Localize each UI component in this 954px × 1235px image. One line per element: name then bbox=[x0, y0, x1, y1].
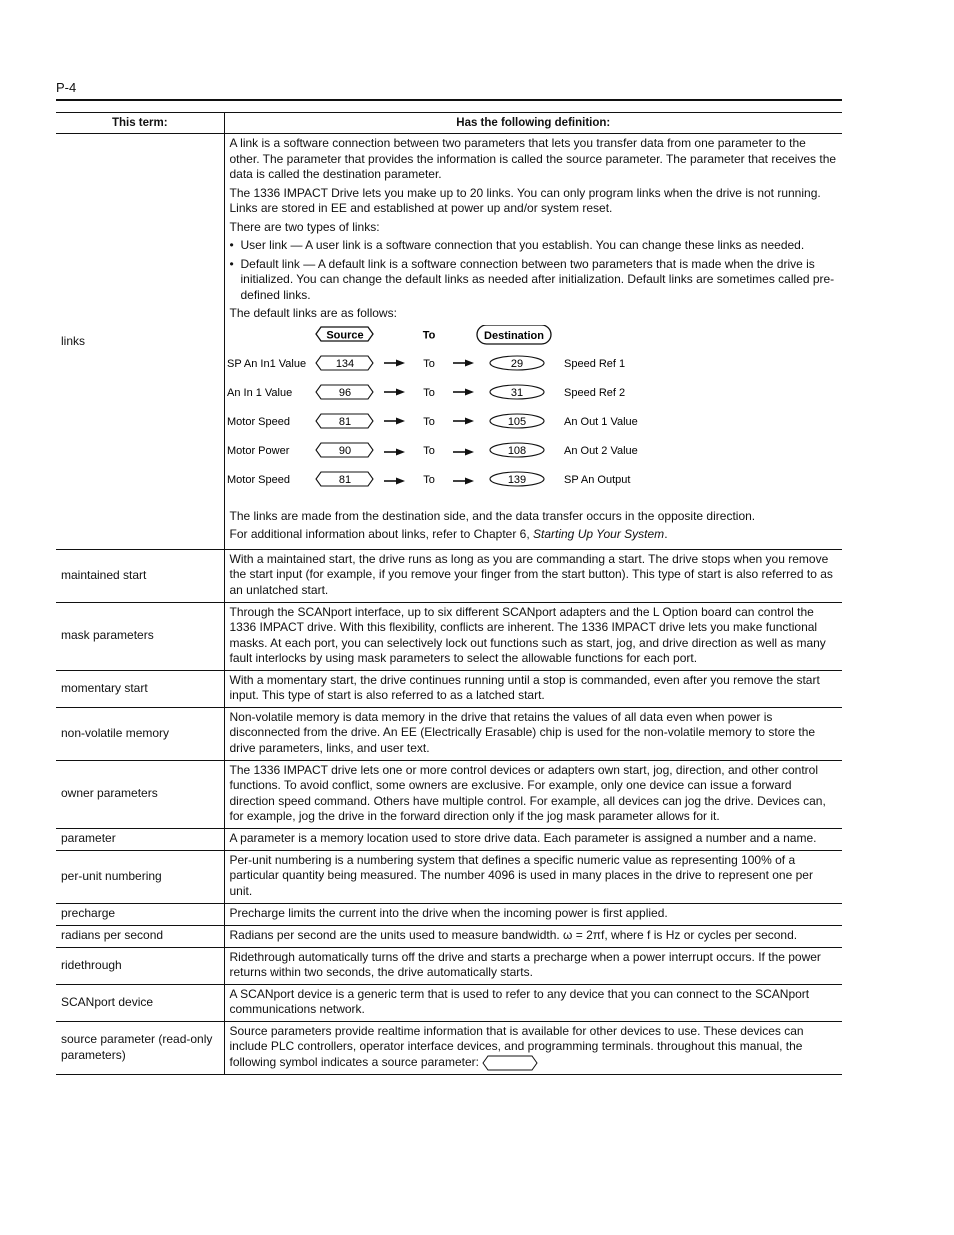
destination-parameter-number: 29 bbox=[510, 357, 523, 370]
link-arrowhead bbox=[465, 359, 474, 366]
definition-cell: A SCANport device is a generic term that is used to refer to any device that you can connect to the SCANport communications network. bbox=[224, 984, 842, 1021]
links-paragraph-1: A link is a software connection between two parameters that lets you transfer data from one parameter to the other. The parameter that provides the information is called the source parameter. The parameter that receives the data is called the destination parameter. bbox=[229, 136, 837, 181]
source-parameter-name: Motor Power bbox=[226, 444, 289, 457]
source-parameter-name: Motor Speed bbox=[226, 415, 290, 428]
source-parameter-definition: Source parameters provide realtime information that is available for other devices to use. These devices can include PLC controllers, operator interface devices, and programming terminals. throughout this manual, the following symbol indicates a source parameter: bbox=[229, 1023, 804, 1069]
definition-cell: With a momentary start, the drive continues running until a stop is commanded, even after you remove the start input. This type of start is also referred to as a latched start. bbox=[224, 670, 842, 707]
destination-parameter-number: 105 bbox=[507, 415, 526, 428]
term-source-parameter: source parameter (read-only parameters) bbox=[56, 1021, 224, 1074]
term-cell: owner parameters bbox=[56, 760, 224, 828]
link-arrowhead bbox=[396, 477, 405, 484]
definition-cell: Radians per second are the units used to measure bandwidth. ω = 2πf, where f is Hz or cycles per second. bbox=[224, 925, 842, 947]
term-cell: radians per second bbox=[56, 925, 224, 947]
link-to-label: To bbox=[422, 473, 435, 486]
header-rule bbox=[56, 99, 842, 101]
list-item-default-link: • Default link — A default link is a software connection between two parameters that is made when the drive is initialized. You can change the default links as needed after initialization. Default links are sometimes called pre-defined links. bbox=[230, 257, 839, 304]
table-header-row bbox=[56, 113, 842, 134]
link-to-label: To bbox=[422, 357, 435, 370]
destination-parameter-name: SP An Output bbox=[563, 473, 630, 486]
term-cell: ridethrough bbox=[56, 947, 224, 984]
table-row bbox=[56, 707, 842, 760]
table-row bbox=[56, 850, 842, 903]
term-cell: maintained start bbox=[56, 549, 224, 602]
table-row bbox=[56, 760, 842, 828]
links-paragraph-2: The 1336 IMPACT Drive lets you make up to 20 links. You can only program links when the drive is not running. Links are stored in EE and established at power up and/or system reset. bbox=[229, 185, 821, 215]
source-parameter-number: 134 bbox=[335, 357, 354, 370]
term-cell: momentary start bbox=[56, 670, 224, 707]
to-header-label: To bbox=[422, 329, 435, 341]
source-header-label: Source bbox=[325, 329, 364, 341]
table-row bbox=[56, 670, 842, 707]
link-arrowhead bbox=[396, 417, 405, 424]
link-arrowhead bbox=[465, 417, 474, 424]
links-paragraph-3: There are two types of links: bbox=[229, 219, 380, 234]
destination-parameter-number: 139 bbox=[507, 473, 526, 486]
glossary-table bbox=[56, 112, 842, 1075]
term-cell: precharge bbox=[56, 903, 224, 925]
link-to-label: To bbox=[422, 386, 435, 399]
destination-parameter-name: Speed Ref 2 bbox=[563, 386, 625, 399]
definition-cell: Non-volatile memory is data memory in the drive that retains the values of all data even when power is disconnected from the drive. An EE (Electrically Erasable) chip is used for the non-volatile memory to store the drive parameters, links, and user text. bbox=[224, 707, 842, 760]
default-links-diagram-svg bbox=[226, 325, 836, 505]
source-parameter-symbol-icon bbox=[482, 1055, 538, 1071]
destination-parameter-number: 108 bbox=[507, 444, 526, 457]
term-cell: SCANport device bbox=[56, 984, 224, 1021]
destination-header-label: Destination bbox=[483, 329, 544, 342]
link-arrowhead bbox=[465, 388, 474, 395]
table-row-links bbox=[56, 134, 842, 550]
source-parameter-number: 81 bbox=[338, 473, 351, 486]
default-links-diagram bbox=[226, 325, 836, 505]
list-item-user-link: • User link — A user link is a software connection that you establish. You can change these links as needed. bbox=[230, 238, 839, 254]
source-parameter-name: An In 1 Value bbox=[226, 386, 292, 399]
table-row-source-parameter bbox=[56, 1021, 842, 1074]
link-arrowhead bbox=[465, 477, 474, 484]
chapter-reference: Starting Up Your System bbox=[533, 527, 665, 541]
definition-cell: Ridethrough automatically turns off the drive and starts a precharge when a power interrupt occurs. If the power returns within two seconds, the drive automatically starts. bbox=[224, 947, 842, 984]
definition-cell: The 1336 IMPACT drive lets one or more control devices or adapters own start, jog, direction, and other control functions. To avoid conflict, some owners are exclusive. For example, only one device can issue a forward direction speed command. Others have multiple control. For example, all devices can jog the drive. Devices can, for example, jog the drive in the forward direction only if the jog mask parameter allows for it. bbox=[224, 760, 842, 828]
term-column-header: This term: bbox=[56, 113, 224, 134]
term-cell: non-volatile memory bbox=[56, 707, 224, 760]
definition-cell: Through the SCANport interface, up to six different SCANport adapters and the L Option board can control the 1336 IMPACT drive. With this flexibility, conflicts are inherent. The 1336 IMPACT drive lets you make functional masks. At each port, you can selectively lock out functions such as start, jog, and drive direction as well as many fault interlocks by using mask parameters to select the allowable functions for each port. bbox=[224, 602, 842, 670]
table-row bbox=[56, 903, 842, 925]
table-row bbox=[56, 984, 842, 1021]
links-paragraph-4: The default links are as follows: bbox=[229, 306, 397, 320]
definition-cell: Precharge limits the current into the drive when the incoming power is first applied. bbox=[224, 903, 842, 925]
destination-parameter-name: An Out 1 Value bbox=[563, 415, 638, 428]
table-row bbox=[56, 947, 842, 984]
link-to-label: To bbox=[422, 444, 435, 457]
destination-parameter-name: Speed Ref 1 bbox=[563, 357, 625, 370]
links-paragraph-6 bbox=[230, 527, 839, 543]
definition-cell: Per-unit numbering is a numbering system that defines a specific numeric value as representing 100% of a particular quantity being measured. The number 4096 is used in many places in the drive to represent one per unit. bbox=[224, 850, 842, 903]
table-row bbox=[56, 549, 842, 602]
definition-links bbox=[224, 134, 842, 550]
link-arrowhead bbox=[396, 359, 405, 366]
page-number: P-4 bbox=[56, 80, 77, 95]
link-arrowhead bbox=[465, 448, 474, 455]
term-cell: mask parameters bbox=[56, 602, 224, 670]
source-parameter-number: 96 bbox=[338, 386, 351, 399]
links-p6-suffix: . bbox=[664, 527, 668, 541]
definition-column-header: Has the following definition: bbox=[224, 113, 842, 134]
table-row bbox=[56, 828, 842, 850]
link-to-label: To bbox=[422, 415, 435, 428]
term-cell: per-unit numbering bbox=[56, 850, 224, 903]
links-p6-prefix: For additional information about links, refer to Chapter 6, bbox=[229, 527, 533, 541]
destination-parameter-name: An Out 2 Value bbox=[563, 444, 638, 457]
table-row bbox=[56, 925, 842, 947]
source-parameter-name: SP An In1 Value bbox=[226, 357, 306, 370]
link-types-list bbox=[230, 238, 839, 303]
table-row bbox=[56, 602, 842, 670]
term-cell: parameter bbox=[56, 828, 224, 850]
definition-cell: With a maintained start, the drive runs as long as you are commanding a start. The drive stops when you remove the start input (for example, if you remove your finger from the start button). This type of start is also referred to as an unlatched start. bbox=[224, 549, 842, 602]
destination-parameter-number: 31 bbox=[510, 386, 523, 399]
links-paragraph-5: The links are made from the destination side, and the data transfer occurs in the opposite direction. bbox=[229, 508, 756, 523]
link-arrowhead bbox=[396, 388, 405, 395]
source-parameter-number: 90 bbox=[338, 444, 351, 457]
term-links: links bbox=[56, 134, 224, 550]
definition-cell: A parameter is a memory location used to store drive data. Each parameter is assigned a number and a name. bbox=[224, 828, 842, 850]
link-arrowhead bbox=[396, 448, 405, 455]
definition-source-parameter bbox=[224, 1021, 842, 1074]
source-parameter-number: 81 bbox=[338, 415, 351, 428]
source-parameter-name: Motor Speed bbox=[226, 473, 290, 486]
